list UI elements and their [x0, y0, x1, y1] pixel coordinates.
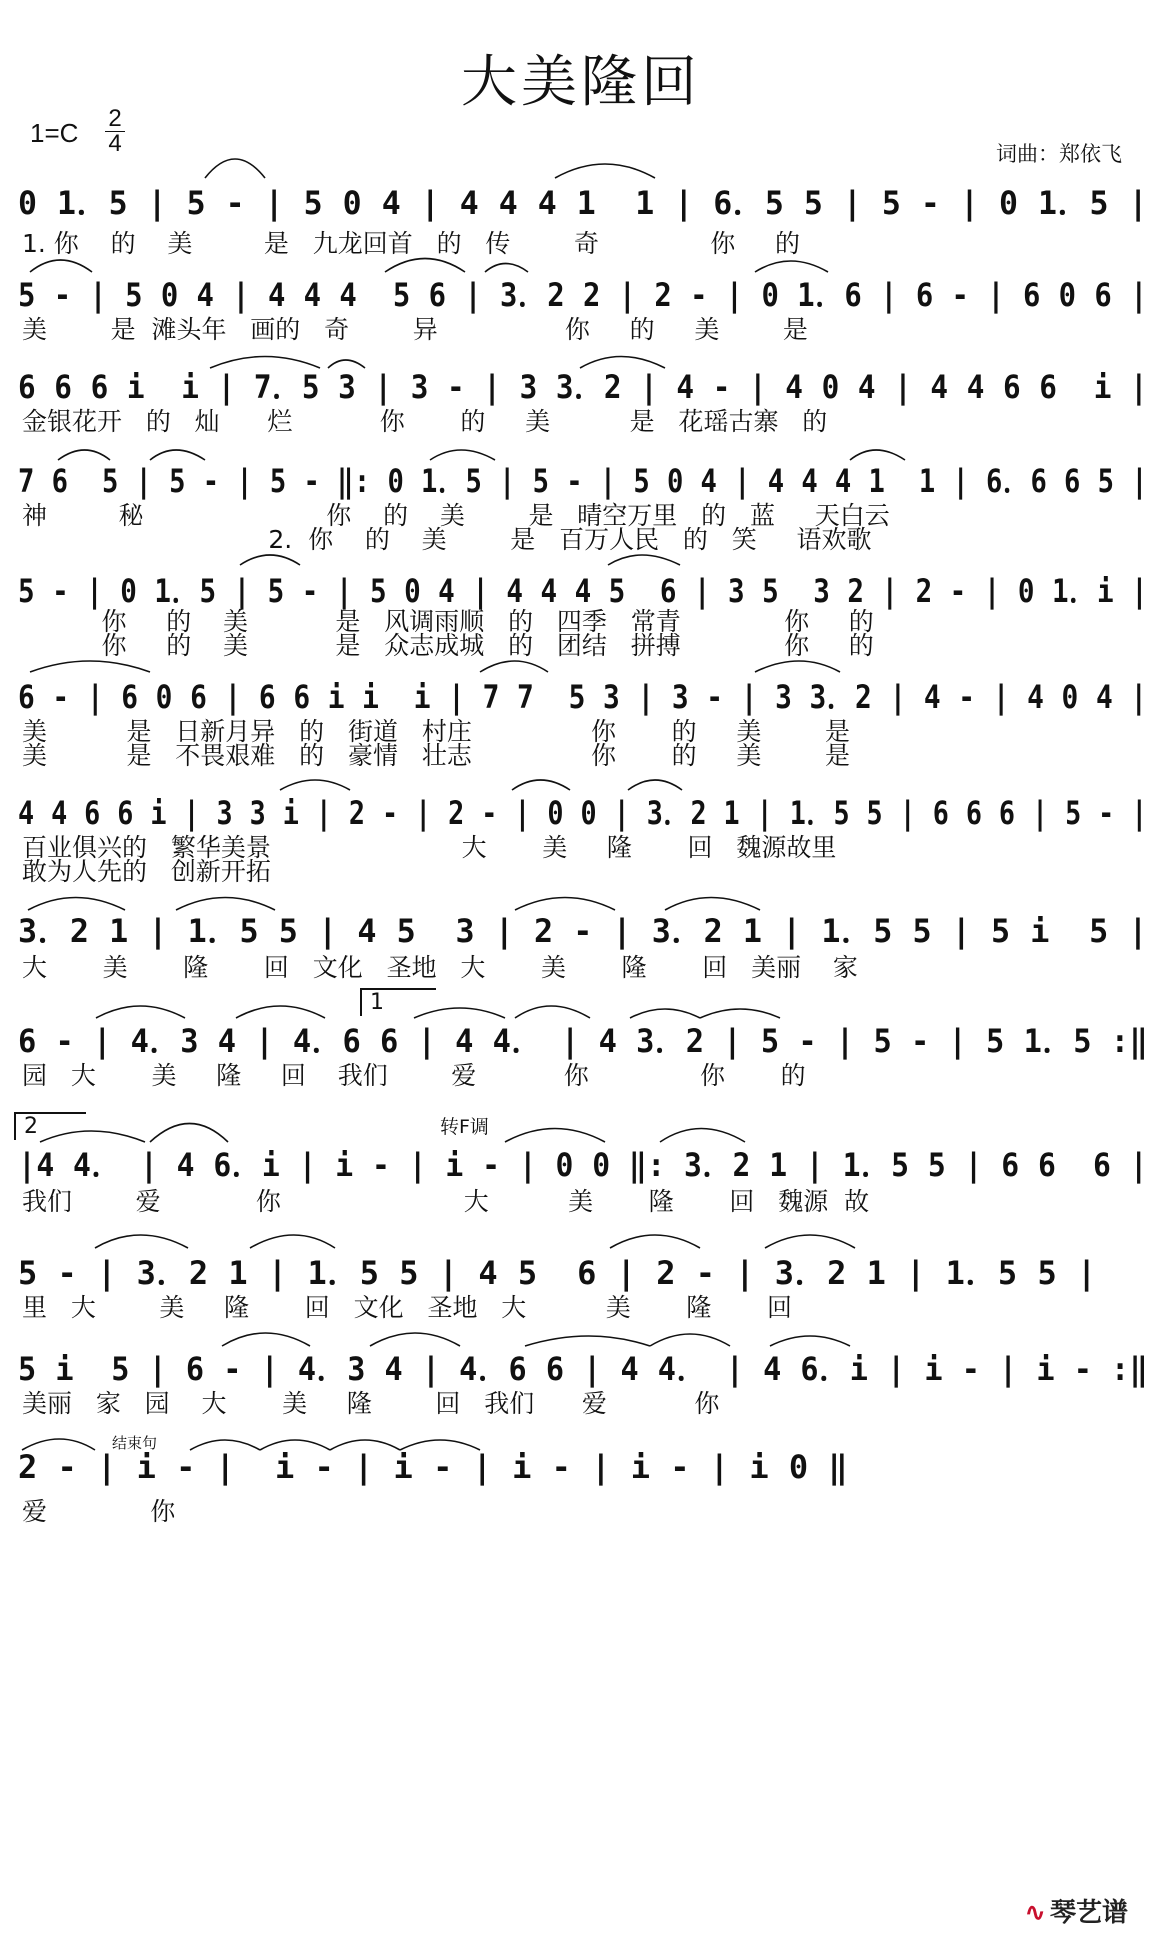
- slur-arc: [755, 661, 840, 672]
- volta-1-label: 1: [370, 990, 384, 1015]
- lyric-line: 爱 你: [22, 1497, 176, 1526]
- time-signature-top: 2: [108, 105, 122, 132]
- notation-line: 0 1．5 | 5 - | 5 0 4 | 4 4 4 1 1 | 6．5 5 | 5 - | 0 1．5 |: [18, 184, 1149, 222]
- lyric-line: 2. 你 的 美 是 百万人民 的 笑 语欢歌: [22, 525, 872, 554]
- slur-arc: [555, 164, 655, 178]
- notation-line: 7 6 5 | 5 - | 5 - ‖: 0 1．5 | 5 - | 5 0 4 | 4 4 4 1 1 | 6．6 6 5 |: [18, 462, 1148, 500]
- lyric-line: 你 的 美 是 风调雨顺 的 四季 常青 你 的: [22, 607, 874, 636]
- watermark-text: 琴艺谱: [1049, 1898, 1128, 1928]
- slur-arc: [480, 661, 548, 672]
- time-signature: [104, 105, 126, 157]
- lyric-line: 美 是 不畏艰难 的 豪情 壮志 你 的 美 是: [22, 741, 850, 770]
- notation-line: 4 4 6 6 i | 3 3 i | 2 - | 2 - | 0 0 | 3．2 1 | 1．5 5 | 6 6 6 | 5 - |: [18, 794, 1148, 832]
- notation-line: |4 4． | 4 6．i | i - | i - | 0 0 ‖: 3．2 1 | 1．5 5 | 6 6 6 |: [18, 1146, 1149, 1184]
- lyric-line: 里 大 美 隆 回 文化 圣地 大 美 隆 回: [22, 1293, 793, 1322]
- time-signature-bottom: 4: [108, 130, 122, 157]
- lyric-line: 园 大 美 隆 回 我们 爱 你 你 的: [22, 1061, 806, 1090]
- lyric-line: 1. 你 的 美 是 九龙回首 的 传 奇 你 的: [22, 229, 800, 258]
- slur-arc: [30, 661, 150, 672]
- lyric-line: 百业俱兴的 繁华美景 大 美 隆 回 魏源故里: [22, 833, 837, 862]
- lyric-line: 大 美 隆 回 文化 圣地 大 美 隆 回 美丽 家: [22, 953, 858, 982]
- notation-line: 5 i 5 | 6 - | 4．3 4 | 4．6 6 | 4 4． | 4 6．i | i - | i - :‖: [18, 1350, 1149, 1388]
- ending-label: 结束句: [112, 1434, 158, 1452]
- volta-1: [360, 988, 436, 1016]
- watermark-logo: [1024, 1892, 1128, 1929]
- slur-arc: [765, 1235, 855, 1248]
- volta-2-label: 2: [24, 1114, 38, 1139]
- lyric-line: 神 秘 你 的 美 是 晴空万里 的 蓝 天白云: [22, 501, 890, 530]
- modulation-label: 转F调: [440, 1116, 489, 1138]
- lyric-line: 美 是 滩头年 画的 奇 异 你 的 美 是: [22, 315, 808, 344]
- slur-arc: [250, 1235, 335, 1248]
- slur-arc: [205, 159, 265, 178]
- notation-line: 3．2 1 | 1．5 5 | 4 5 3 | 2 - | 3．2 1 | 1．5 5 | 5 i 5 |: [18, 912, 1149, 950]
- volta-2: [14, 1112, 86, 1140]
- lyric-line: 美 是 日新月异 的 街道 村庄 你 的 美 是: [22, 717, 850, 746]
- logo-icon: ∿: [1024, 1898, 1046, 1928]
- notation-line: 6 - | 6 0 6 | 6 6 i i i | 7 7 5 3 | 3 - | 3 3．2 | 4 - | 4 0 4 |: [18, 678, 1148, 716]
- notation-line: 2 - | i - | i - | i - | i - | i - | i 0 ‖: [18, 1448, 849, 1486]
- slur-arc: [95, 1235, 188, 1248]
- key-signature: 1=C: [30, 118, 79, 148]
- slur-arc: [240, 555, 300, 565]
- notation-line: 6 6 6 i i | 7．5 3 | 3 - | 3 3．2 | 4 - | 4 0 4 | 4 4 6 6 i |: [18, 368, 1149, 406]
- lyric-line: 敢为人先的 创新开拓: [22, 857, 271, 886]
- notation-line: 5 - | 0 1．5 | 5 - | 5 0 4 | 4 4 4 5 6 | 3 5 3 2 | 2 - | 0 1．i |: [18, 572, 1149, 610]
- notation-line: 6 - | 4．3 4 | 4．6 6 | 4 4． | 4 3．2 | 5 - | 5 - | 5 1．5 :‖: [18, 1022, 1149, 1060]
- lyric-line: 金银花开 的 灿 烂 你 的 美 是 花瑶古寨 的: [22, 407, 828, 436]
- lyric-line: 你 的 美 是 众志成城 的 团结 拼搏 你 的: [22, 631, 874, 660]
- lyric-line: 我们 爱 你 大 美 隆 回 魏源 故: [22, 1187, 870, 1216]
- lyric-line: 美丽 家 园 大 美 隆 回 我们 爱 你: [22, 1389, 720, 1418]
- notation-line: 5 - | 3．2 1 | 1．5 5 | 4 5 6 | 2 - | 3．2 1 | 1．5 5 |: [18, 1254, 1097, 1292]
- song-title: 大美隆回: [461, 50, 701, 115]
- slur-arc: [610, 1235, 700, 1248]
- notation-line: 5 - | 5 0 4 | 4 4 4 5 6 | 3．2 2 | 2 - | 0 1．6 | 6 - | 6 0 6 |: [18, 276, 1148, 314]
- credit-line: 词曲：郑依飞: [996, 142, 1122, 166]
- slur-arc: [608, 555, 680, 565]
